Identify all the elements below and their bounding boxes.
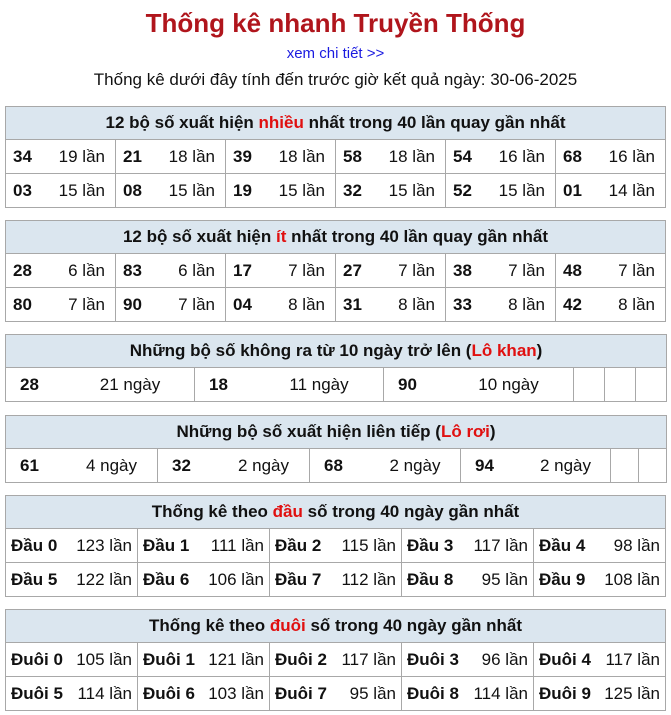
- number-value: 31: [343, 294, 362, 314]
- count-value: 121 lần: [208, 649, 264, 669]
- list-item: [336, 140, 446, 174]
- count-value: 7 lần: [618, 260, 655, 280]
- number-entry: [116, 288, 225, 321]
- list-item: [336, 174, 446, 208]
- page-subtitle: Thống kê dưới đây tính đến trước giờ kết quả ngày: 30-06-2025: [93, 70, 578, 89]
- count-value: 111 lần: [210, 535, 264, 555]
- list-item: [402, 529, 534, 563]
- stat-label: Đầu 9: [539, 569, 586, 589]
- number-value: 38: [453, 260, 472, 280]
- stat-entry: [138, 563, 269, 596]
- number-value: 58: [343, 146, 362, 166]
- stat-entry: [534, 563, 665, 596]
- count-value: 2 ngày: [389, 455, 441, 475]
- highlight-word: ít: [276, 227, 287, 246]
- number-value: 28: [20, 374, 39, 394]
- count-value: 8 lần: [618, 294, 655, 314]
- count-value: 11 ngày: [289, 374, 349, 394]
- list-item: [446, 174, 556, 208]
- list-item: [556, 140, 666, 174]
- count-value: 123 lần: [76, 535, 132, 555]
- number-entry: [158, 449, 309, 482]
- number-entry: [6, 288, 115, 321]
- highlight-word: Lô rơi: [440, 422, 490, 441]
- count-value: 19 lần: [58, 146, 105, 166]
- count-value: 15 lần: [168, 180, 215, 200]
- count-value: 15 lần: [498, 180, 545, 200]
- list-item: [6, 140, 116, 174]
- table-row: [6, 449, 667, 483]
- stat-label: Đuôi 2: [275, 649, 327, 669]
- number-value: 04: [233, 294, 252, 314]
- number-entry: [195, 368, 383, 401]
- count-value: 7 lần: [178, 294, 215, 314]
- table-row: [6, 563, 666, 597]
- table-row: [6, 677, 666, 711]
- list-item: [556, 254, 666, 288]
- duoi-stats-table: [5, 609, 666, 711]
- number-entry: [6, 174, 115, 207]
- number-entry: [446, 174, 555, 207]
- list-item: [384, 368, 574, 402]
- list-item: [116, 254, 226, 288]
- list-item: [534, 529, 666, 563]
- list-item: [6, 563, 138, 597]
- count-value: 95 lần: [349, 683, 396, 703]
- number-value: 19: [233, 180, 252, 200]
- number-entry: [6, 449, 157, 482]
- stat-entry: [270, 529, 401, 562]
- number-value: 03: [13, 180, 32, 200]
- list-item: [138, 677, 270, 711]
- count-value: 108 lần: [604, 569, 660, 589]
- count-value: 96 lần: [481, 649, 528, 669]
- number-entry: [556, 288, 665, 321]
- list-item: [446, 254, 556, 288]
- number-entry: [446, 288, 555, 321]
- stat-label: Đầu 6: [143, 569, 190, 589]
- stat-entry: [138, 677, 269, 710]
- view-detail-link[interactable]: xem chi tiết >>: [286, 45, 385, 62]
- count-value: 122 lần: [76, 569, 132, 589]
- stat-entry: [402, 529, 533, 562]
- list-item: [310, 449, 461, 483]
- page-title: Thống kê nhanh Truyền Thống: [145, 8, 526, 38]
- stat-entry: [6, 529, 137, 562]
- stat-label: Đầu 5: [11, 569, 58, 589]
- count-value: 114 lần: [473, 683, 528, 703]
- table-row: [6, 643, 666, 677]
- number-entry: [226, 288, 335, 321]
- count-value: 125 lần: [604, 683, 660, 703]
- number-entry: [446, 254, 555, 287]
- stat-label: Đầu 4: [539, 535, 586, 555]
- number-value: 32: [343, 180, 362, 200]
- number-value: 34: [13, 146, 32, 166]
- list-item: [116, 140, 226, 174]
- most-frequent-heading: 12 bộ số xuất hiện nhiều nhất trong 40 lần quay gần nhất: [6, 107, 666, 140]
- most-frequent-table: [5, 106, 666, 208]
- count-value: 117 lần: [605, 649, 660, 669]
- count-value: 114 lần: [77, 683, 132, 703]
- list-item: [461, 449, 611, 483]
- list-item: [6, 368, 195, 402]
- number-entry: [556, 254, 665, 287]
- count-value: 2 ngày: [237, 455, 290, 475]
- stat-label: Đầu 1: [143, 535, 190, 555]
- number-value: 18: [209, 374, 228, 394]
- number-entry: [336, 140, 445, 173]
- list-item: [534, 643, 666, 677]
- count-value: 112 lần: [341, 569, 396, 589]
- table-row: [6, 140, 666, 174]
- count-value: 115 lần: [341, 535, 396, 555]
- lo-roi-heading: Những bộ số xuất hiện liên tiếp (Lô rơi): [6, 416, 667, 449]
- empty-cell: [636, 368, 667, 402]
- number-value: 21: [123, 146, 142, 166]
- number-entry: [556, 174, 665, 207]
- number-value: 52: [453, 180, 472, 200]
- empty-cell: [605, 368, 636, 402]
- number-value: 08: [123, 180, 142, 200]
- empty-cell: [639, 449, 667, 483]
- number-value: 83: [123, 260, 142, 280]
- highlight-word: nhiều: [258, 113, 304, 132]
- number-value: 90: [398, 374, 417, 394]
- list-item: [116, 288, 226, 322]
- count-value: 103 lần: [208, 683, 264, 703]
- number-entry: [116, 140, 225, 173]
- stat-label: Đuôi 1: [143, 649, 195, 669]
- stat-label: Đuôi 5: [11, 683, 63, 703]
- stat-entry: [270, 563, 401, 596]
- list-item: [270, 563, 402, 597]
- list-item: [556, 174, 666, 208]
- list-item: [6, 643, 138, 677]
- duoi-stats-heading: Thống kê theo đuôi số trong 40 ngày gần nhất: [6, 610, 666, 643]
- number-entry: [336, 174, 445, 207]
- count-value: 117 lần: [473, 535, 528, 555]
- count-value: 14 lần: [608, 180, 655, 200]
- count-value: 7 lần: [398, 260, 435, 280]
- stat-label: Đầu 2: [275, 535, 322, 555]
- number-value: 39: [233, 146, 252, 166]
- stat-label: Đuôi 6: [143, 683, 195, 703]
- list-item: [446, 140, 556, 174]
- count-value: 15 lần: [278, 180, 325, 200]
- count-value: 105 lần: [76, 649, 132, 669]
- table-row: [6, 174, 666, 208]
- stat-entry: [138, 529, 269, 562]
- number-entry: [446, 140, 555, 173]
- number-entry: [226, 254, 335, 287]
- count-value: 106 lần: [208, 569, 264, 589]
- stat-entry: [270, 643, 401, 676]
- empty-cell: [611, 449, 639, 483]
- empty-cell: [574, 368, 605, 402]
- table-row: [6, 529, 666, 563]
- lo-khan-table: [5, 334, 667, 402]
- table-row: [6, 254, 666, 288]
- number-value: 17: [233, 260, 252, 280]
- list-item: [336, 254, 446, 288]
- number-value: 28: [13, 260, 32, 280]
- list-item: [534, 563, 666, 597]
- list-item: [336, 288, 446, 322]
- count-value: 6 lần: [68, 260, 105, 280]
- lo-khan-heading: Những bộ số không ra từ 10 ngày trở lên (Lô khan): [6, 335, 667, 368]
- number-value: 68: [324, 455, 343, 475]
- stat-label: Đầu 0: [11, 535, 58, 555]
- stat-label: Đuôi 8: [407, 683, 459, 703]
- count-value: 117 lần: [341, 649, 396, 669]
- number-entry: [116, 254, 225, 287]
- number-value: 61: [20, 455, 39, 475]
- number-value: 01: [563, 180, 582, 200]
- number-entry: [310, 449, 460, 482]
- stat-label: Đầu 7: [275, 569, 322, 589]
- list-item: [6, 449, 158, 483]
- stat-label: Đuôi 7: [275, 683, 327, 703]
- dau-stats-heading: Thống kê theo đầu số trong 40 ngày gần nhất: [6, 496, 666, 529]
- lo-roi-table: [5, 415, 667, 483]
- count-value: 18 lần: [388, 146, 435, 166]
- number-entry: [6, 368, 194, 401]
- count-value: 15 lần: [388, 180, 435, 200]
- list-item: [6, 254, 116, 288]
- highlight-word: đầu: [272, 502, 303, 521]
- count-value: 7 lần: [508, 260, 545, 280]
- stat-entry: [138, 643, 269, 676]
- stat-entry: [534, 677, 665, 710]
- list-item: [6, 529, 138, 563]
- count-value: 8 lần: [288, 294, 325, 314]
- number-entry: [384, 368, 573, 401]
- stat-label: Đầu 8: [407, 569, 454, 589]
- number-entry: [6, 140, 115, 173]
- stat-entry: [6, 563, 137, 596]
- count-value: 6 lần: [178, 260, 215, 280]
- number-entry: [336, 288, 445, 321]
- count-value: 2 ngày: [539, 455, 592, 475]
- count-value: 7 lần: [288, 260, 325, 280]
- dau-stats-table: [5, 495, 666, 597]
- stat-entry: [402, 677, 533, 710]
- count-value: 15 lần: [58, 180, 105, 200]
- stat-entry: [6, 677, 137, 710]
- stat-entry: [402, 643, 533, 676]
- number-entry: [461, 449, 610, 482]
- count-value: 21 ngày: [99, 374, 161, 394]
- list-item: [534, 677, 666, 711]
- count-value: 16 lần: [498, 146, 545, 166]
- table-row: [6, 288, 666, 322]
- list-item: [138, 563, 270, 597]
- count-value: 4 ngày: [85, 455, 138, 475]
- list-item: [402, 677, 534, 711]
- count-value: 16 lần: [608, 146, 655, 166]
- list-item: [116, 174, 226, 208]
- least-frequent-table: [5, 220, 666, 322]
- list-item: [6, 677, 138, 711]
- count-value: 98 lần: [613, 535, 660, 555]
- list-item: [270, 529, 402, 563]
- list-item: [226, 140, 336, 174]
- number-value: 33: [453, 294, 472, 314]
- number-entry: [116, 174, 225, 207]
- least-frequent-heading: 12 bộ số xuất hiện ít nhất trong 40 lần quay gần nhất: [6, 221, 666, 254]
- list-item: [270, 677, 402, 711]
- number-entry: [556, 140, 665, 173]
- list-item: [556, 288, 666, 322]
- stat-label: Đầu 3: [407, 535, 454, 555]
- list-item: [138, 643, 270, 677]
- count-value: 18 lần: [278, 146, 325, 166]
- stat-label: Đuôi 3: [407, 649, 459, 669]
- list-item: [158, 449, 310, 483]
- list-item: [402, 563, 534, 597]
- stat-entry: [402, 563, 533, 596]
- number-value: 27: [343, 260, 362, 280]
- number-value: 48: [563, 260, 582, 280]
- highlight-word: đuôi: [269, 616, 306, 635]
- stat-entry: [534, 643, 665, 676]
- list-item: [226, 254, 336, 288]
- list-item: [226, 288, 336, 322]
- count-value: 95 lần: [481, 569, 528, 589]
- number-entry: [226, 174, 335, 207]
- number-entry: [6, 254, 115, 287]
- count-value: 10 ngày: [478, 374, 539, 394]
- number-value: 90: [123, 294, 142, 314]
- number-entry: [226, 140, 335, 173]
- list-item: [6, 174, 116, 208]
- list-item: [226, 174, 336, 208]
- count-value: 18 lần: [168, 146, 215, 166]
- number-entry: [336, 254, 445, 287]
- number-value: 94: [475, 455, 494, 475]
- table-row: [6, 368, 667, 402]
- number-value: 68: [563, 146, 582, 166]
- stat-entry: [534, 529, 665, 562]
- stat-label: Đuôi 4: [539, 649, 591, 669]
- highlight-word: Lô khan: [471, 341, 537, 360]
- list-item: [138, 529, 270, 563]
- list-item: [446, 288, 556, 322]
- number-value: 32: [172, 455, 191, 475]
- stat-label: Đuôi 9: [539, 683, 591, 703]
- stat-entry: [6, 643, 137, 676]
- list-item: [6, 288, 116, 322]
- list-item: [402, 643, 534, 677]
- stat-entry: [270, 677, 401, 710]
- stat-label: Đuôi 0: [11, 649, 63, 669]
- count-value: 8 lần: [398, 294, 435, 314]
- count-value: 8 lần: [508, 294, 545, 314]
- list-item: [270, 643, 402, 677]
- number-value: 80: [13, 294, 32, 314]
- list-item: [195, 368, 384, 402]
- number-value: 54: [453, 146, 472, 166]
- count-value: 7 lần: [68, 294, 105, 314]
- number-value: 42: [563, 294, 582, 314]
